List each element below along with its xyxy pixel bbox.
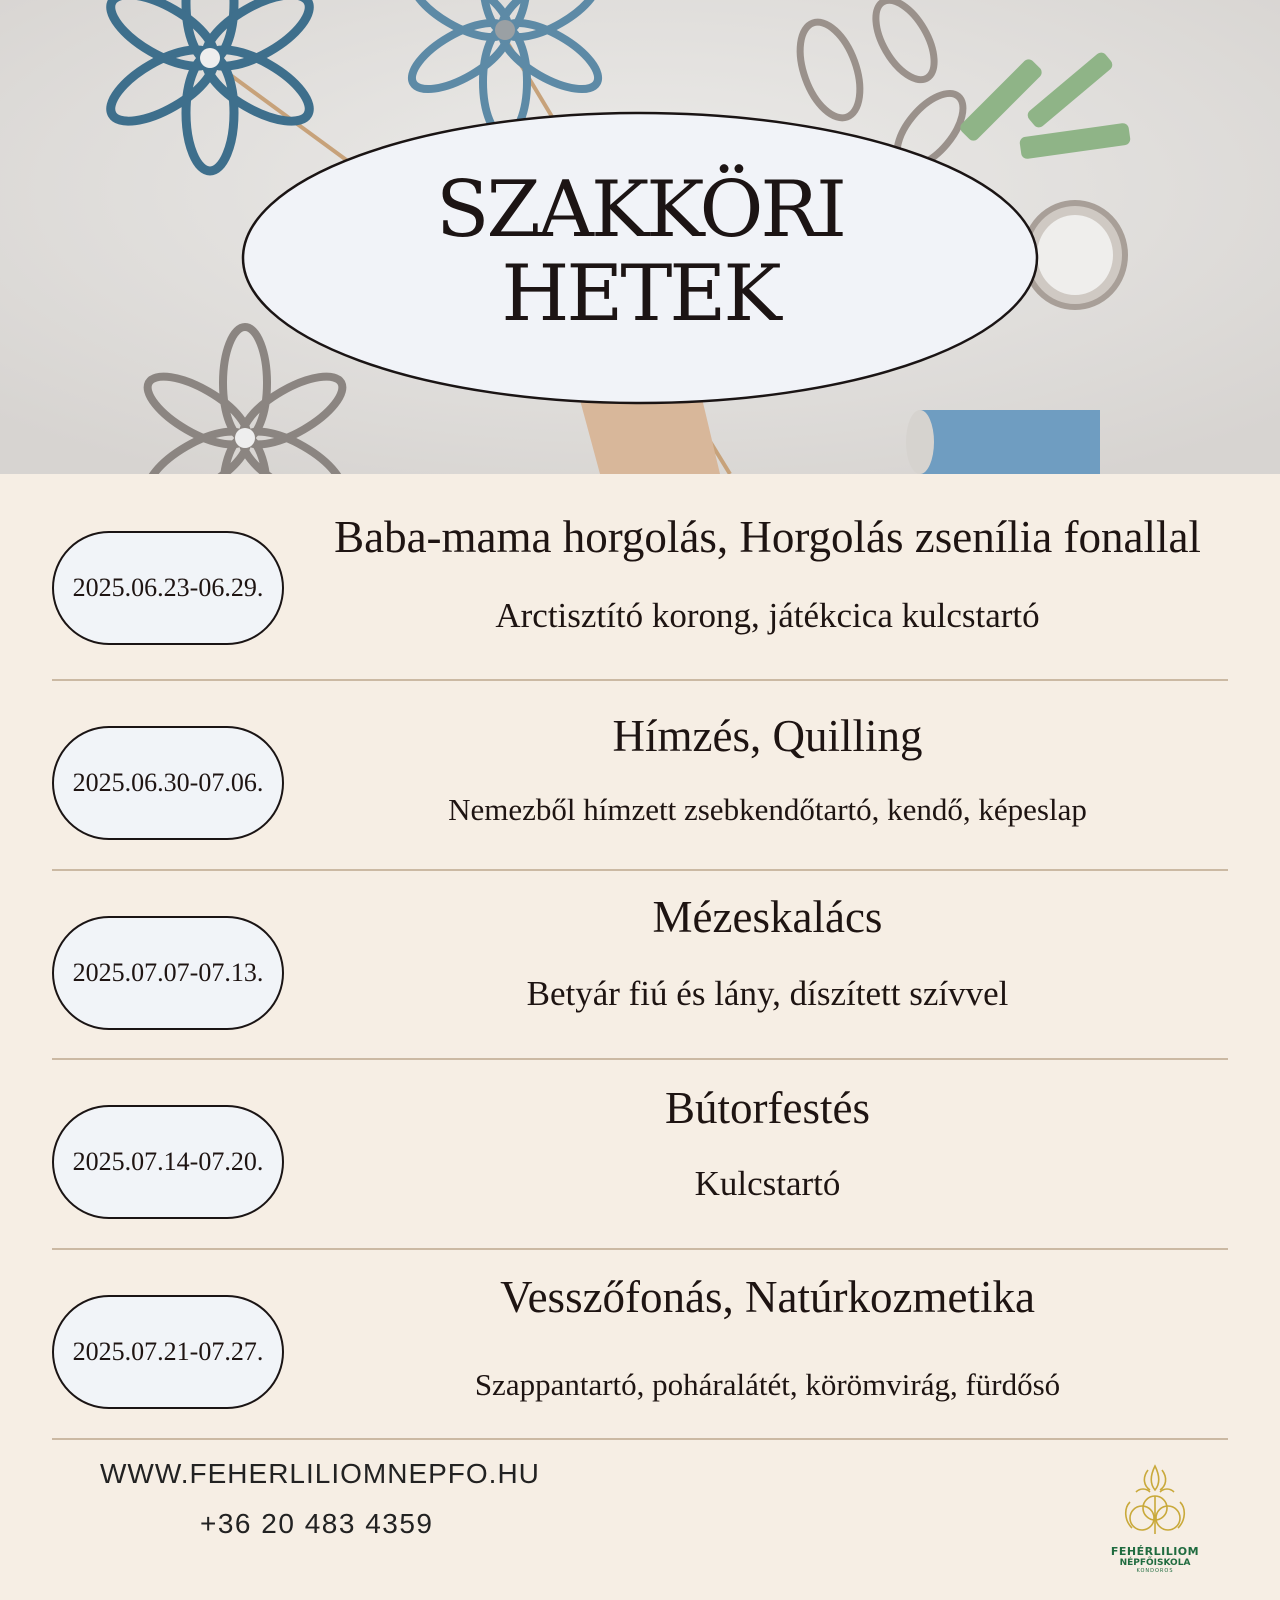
title-line-2: HETEK [501,249,779,339]
hero-image [0,0,1280,474]
activity-items: Kulcstartó [694,1164,841,1203]
row-divider [52,1058,1228,1060]
activity-items: Nemezből hímzett zsebkendőtartó, kendő, képeslap [448,792,1087,827]
date-badge: 2025.07.21-07.27. [52,1295,284,1409]
activity-title: Mézeskalács [652,892,883,942]
title-line-1: SZAKKÖRI [436,165,844,255]
logo-city: KONDOROS [1136,1568,1174,1574]
activity-items: Szappantartó, poháralátét, körömvirág, fürdősó [474,1367,1061,1402]
date-badge: 2025.07.07-07.13. [52,916,284,1030]
lily-emblem-icon [1120,1462,1190,1540]
activity-title: Hímzés, Quilling [612,711,923,761]
page-title [0,165,1280,339]
date-badge: 2025.06.23-06.29. [52,531,284,645]
organization-logo [1100,1462,1210,1592]
logo-subtitle: NÉPFŐISKOLA [1119,1558,1191,1568]
activity-title: Bútorfestés [665,1083,870,1133]
row-divider [52,679,1228,681]
activity-items: Betyár fiú és lány, díszített szívvel [526,974,1009,1013]
activity-items: Arctisztító korong, játékcica kulcstartó [495,596,1040,635]
phone-number[interactable]: +36 20 483 4359 [200,1508,434,1539]
date-badge: 2025.06.30-07.06. [52,726,284,840]
row-divider [52,869,1228,871]
logo-name: FEHÉRLILIOM [1110,1545,1200,1558]
website-link[interactable]: WWW.FEHERLILIOMNEPFO.HU [100,1458,540,1489]
activity-title: Vesszőfonás, Natúrkozmetika [500,1272,1035,1322]
date-badge: 2025.07.14-07.20. [52,1105,284,1219]
row-divider [52,1438,1228,1440]
activity-title: Baba-mama horgolás, Horgolás zsenília fonallal [334,512,1201,562]
row-divider [52,1248,1228,1250]
